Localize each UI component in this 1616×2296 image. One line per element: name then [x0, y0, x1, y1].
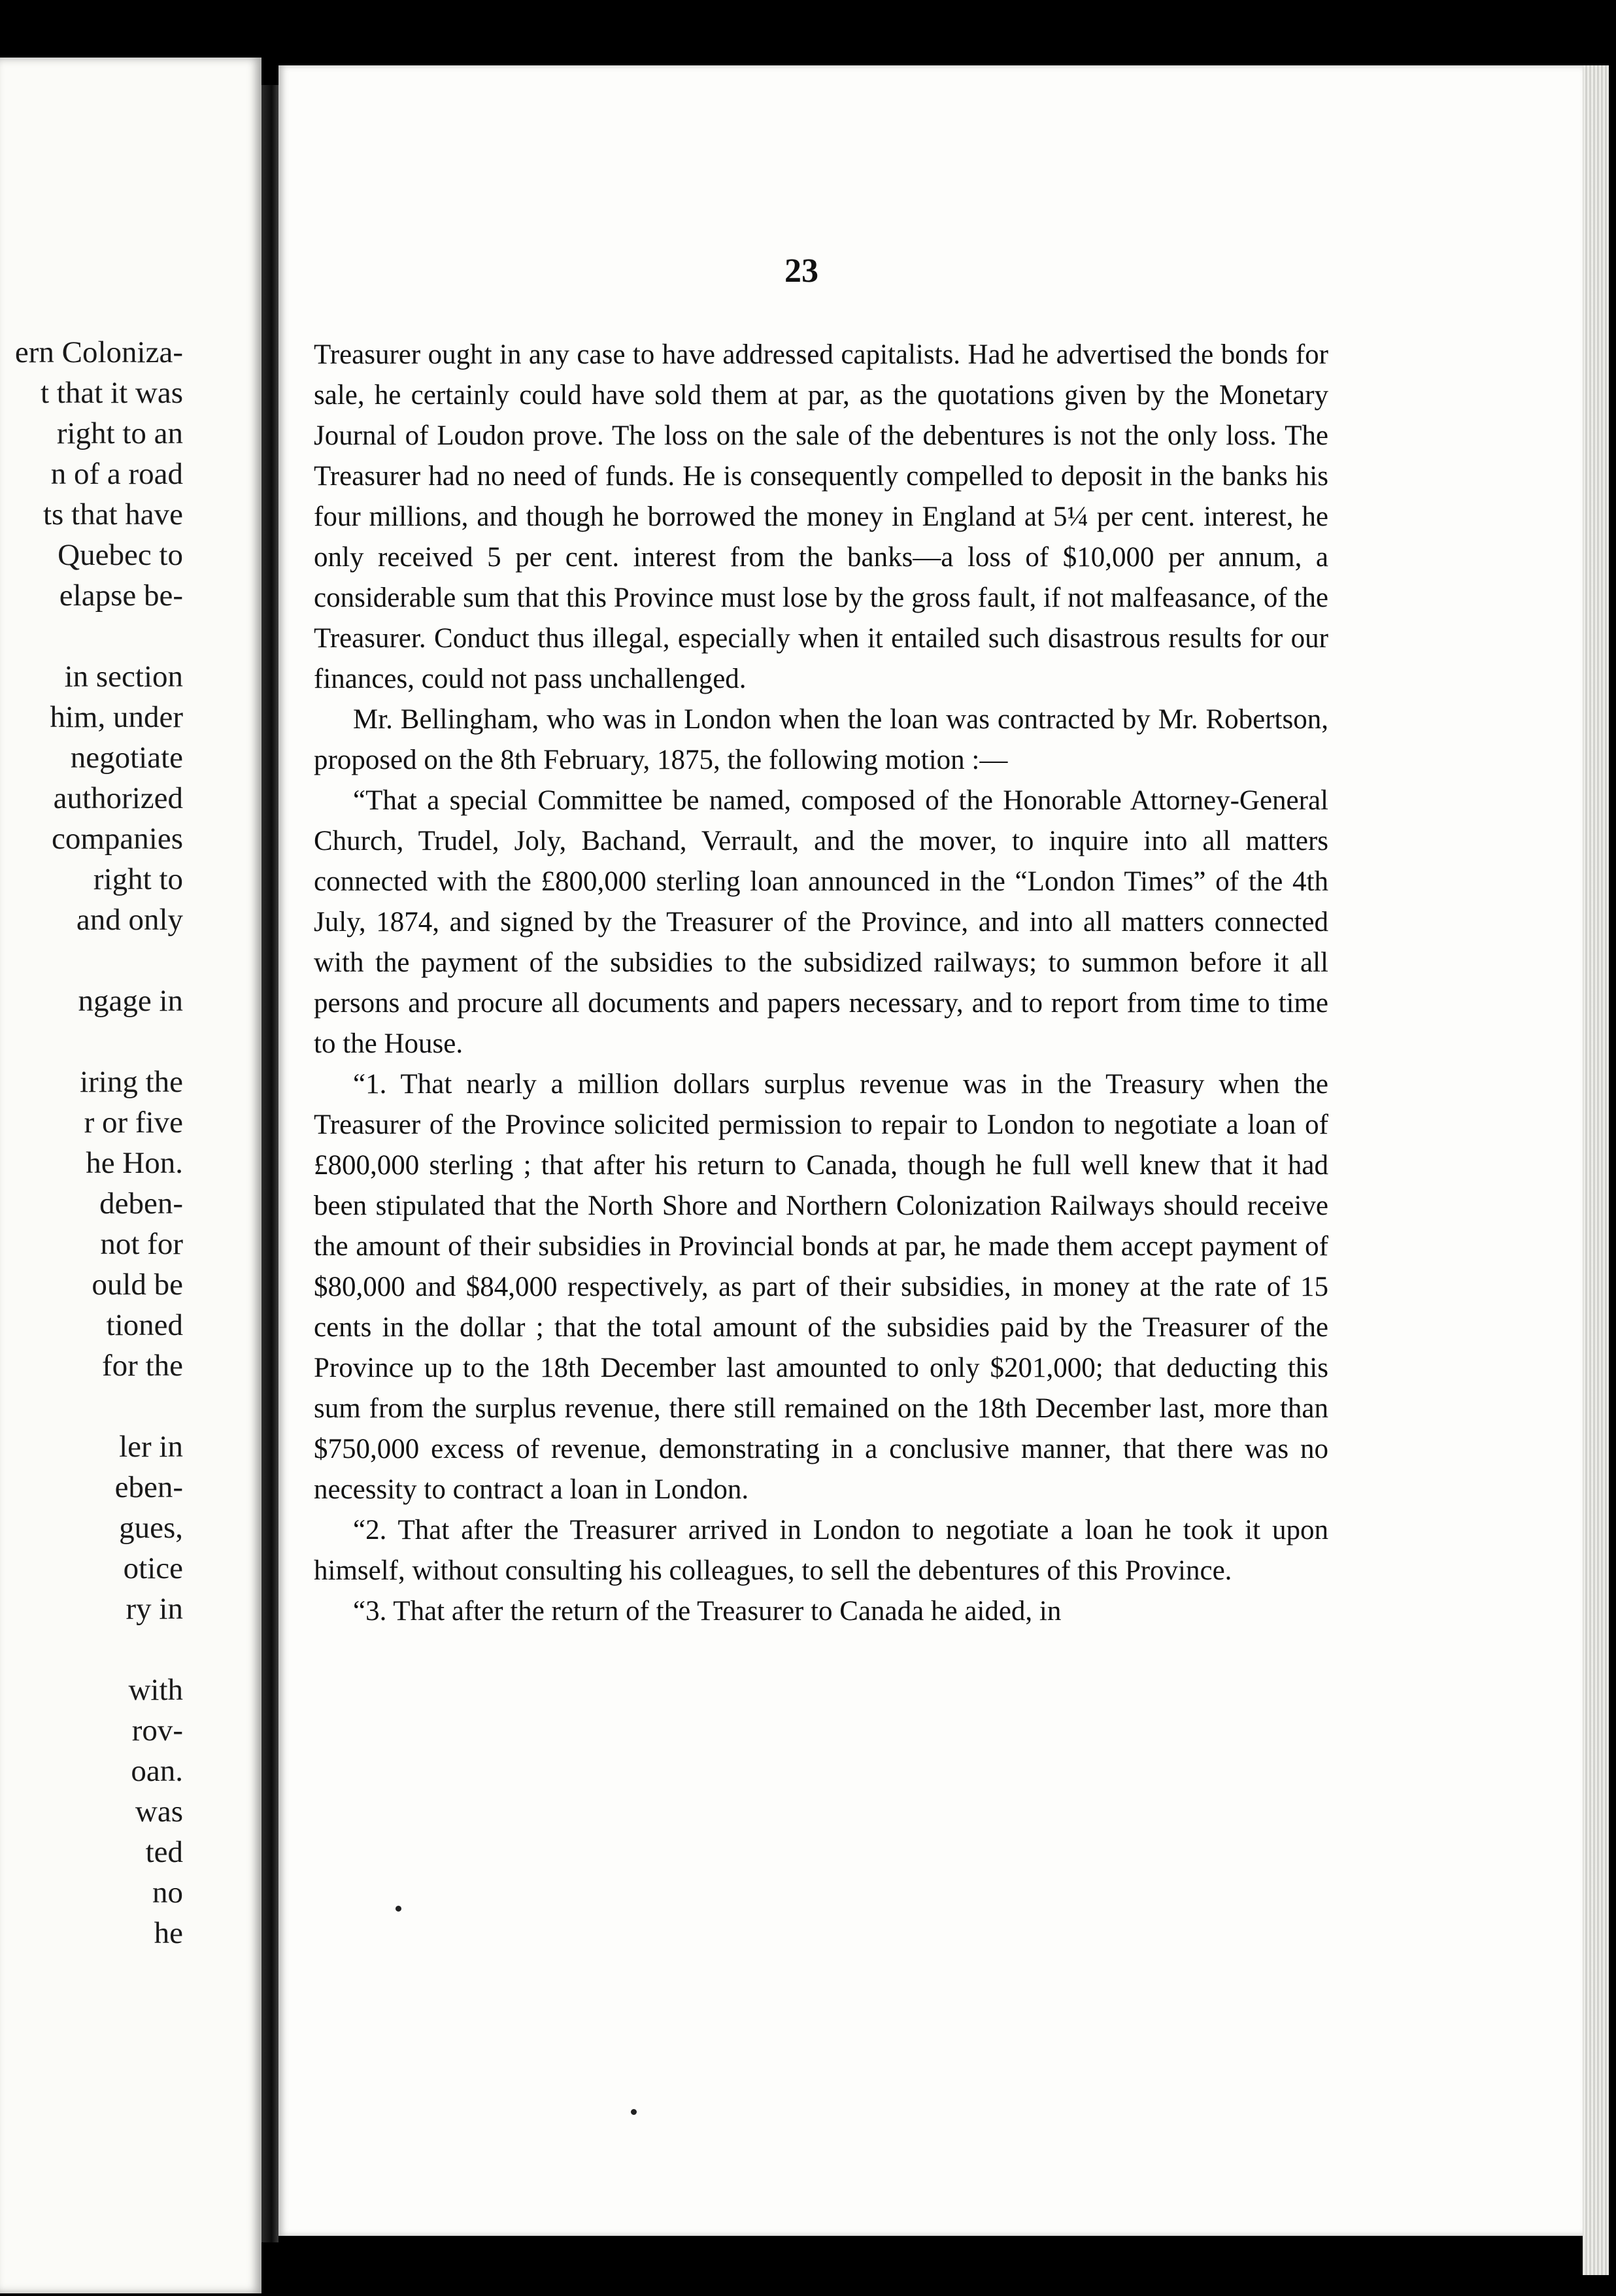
left-page-line: eben- [114, 1470, 183, 1504]
left-page-line: negotiate [70, 741, 183, 775]
left-page-line: tioned [106, 1308, 183, 1342]
page-edges [1583, 65, 1609, 2275]
left-page-line: companies [52, 822, 183, 856]
left-page-line: n of a road [50, 457, 183, 491]
ink-speck [396, 1906, 401, 1912]
left-page-line: was [135, 1795, 183, 1829]
left-page-line: ngage in [78, 984, 183, 1018]
left-page-line: oan. [131, 1754, 183, 1788]
body-text [314, 335, 1328, 1632]
left-page-line: ry in [126, 1592, 183, 1626]
left-page-line: he Hon. [86, 1146, 183, 1180]
paragraph: “2. That after the Treasurer arrived in London to negotiate a loan he took it upon himself, without consulting his colleagues, to sell the debentures of this Province. [314, 1515, 1328, 1586]
left-page-line: and only [76, 903, 183, 937]
left-page-line: authorized [53, 781, 183, 815]
left-page-line: in section [64, 660, 183, 694]
left-page-line: iring the [80, 1065, 183, 1099]
paragraph: Treasurer ought in any case to have addressed capitalists. Had he advertised the bonds for sale, he certainly could have sold them at par, as the quotations given by the Monetary Journal of Loudon prove. The loss on the sale of the debentures is not the only loss. The Treasurer had no need of funds. He is consequently compelled to deposit in the banks his four millions, and though he borrowed the money in England at 5¼ per cent. interest, he only received 5 per cent. interest from the banks—a loss of $10,000 per annum, a considerable sum that this Province must lose by the gross fault, if not malfeasance, of the Treasurer. Conduct thus illegal, especially when it entailed such disastrous results for our finances, could not pass unchallenged. [314, 339, 1328, 694]
book-gutter [261, 85, 278, 2242]
left-page-line: rov- [131, 1714, 183, 1747]
left-page-line: for the [102, 1349, 183, 1383]
paragraph: Mr. Bellingham, who was in London when the loan was contracted by Mr. Robertson, proposed on the 8th February, 1875, the following motion :— [314, 704, 1328, 775]
left-page-line: Quebec to [58, 538, 183, 572]
ink-speck [631, 2109, 637, 2115]
left-page-line: with [128, 1673, 183, 1707]
paragraph: “That a special Committee be named, composed of the Honorable Attorney-General Church, Trudel, Joly, Bachand, Verrault, and the mover, to inquire into all matters connected with the £800,000 sterling loan announced in the “London Times” of the 4th July, 1874, and signed by the Treasurer of the Province, and into all matters connected with the payment of the subsidies to the subsidized railways; to summon before it all persons and procure all documents and papers necessary, and to report from time to time to the House. [314, 785, 1328, 1059]
left-page-line: not for [100, 1227, 183, 1261]
left-page-line: him, under [50, 700, 183, 734]
left-page-line: r or five [84, 1106, 183, 1140]
left-page-line: ted [145, 1835, 183, 1869]
left-page-line: deben- [99, 1187, 183, 1221]
paragraph: “1. That nearly a million dollars surplus revenue was in the Treasury when the Treasurer of the Province solicited permission to repair to London to negotiate a loan of £800,000 sterling ; that after his return to Canada, though he full well knew that it had been stipulated that the North Shore and Northern Colonization Railways should receive the amount of their subsidies in Provincial bonds at par, he made them accept payment of $80,000 and $84,000 respectively, as part of their subsidies, in money at the rate of 15 cents in the dollar ; that the total amount of the subsidies paid by the Treasurer of the Province up to the 18th December last amounted to only $201,000; that deducting this sum from the surplus revenue, there still remained on the 18th December last, more than $750,000 excess of revenue, demonstrating in a conclusive manner, that there was no necessity to contract a loan in London. [314, 1069, 1328, 1505]
left-page-line: no [152, 1876, 183, 1910]
left-page-line: right to [93, 862, 183, 896]
page-number: 23 [784, 252, 818, 290]
left-page-line: ts that have [42, 498, 183, 532]
left-page [0, 58, 261, 2293]
left-page-line: t that it was [41, 376, 183, 410]
left-page-line: right to an [56, 416, 183, 450]
left-page-line: ler in [119, 1430, 183, 1464]
left-page-line: ern Coloniza- [14, 335, 183, 369]
left-page-line: elapse be- [59, 579, 183, 613]
left-page-line: gues, [119, 1511, 183, 1545]
left-page-line: ould be [92, 1268, 183, 1302]
left-page-line: otice [123, 1551, 183, 1585]
left-page-line: he [154, 1916, 183, 1950]
paragraph: “3. That after the return of the Treasurer to Canada he aided, in [353, 1596, 1062, 1627]
